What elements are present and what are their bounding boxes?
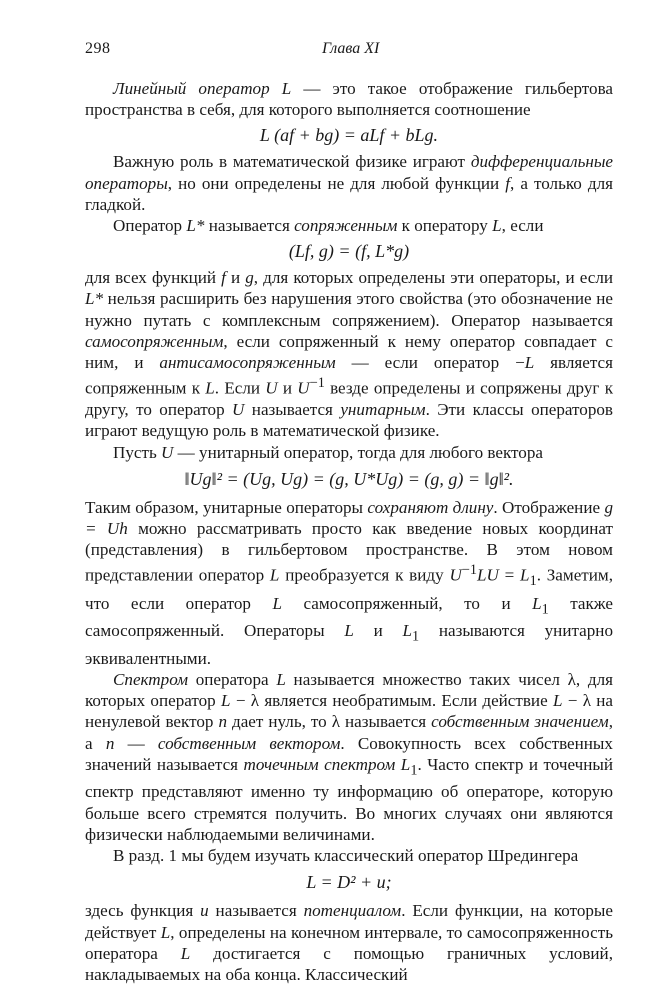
- term-differential-operators: дифференциальные операторы: [85, 152, 613, 193]
- math-expression: g = Uh: [85, 497, 613, 538]
- running-head: Глава XI: [322, 40, 380, 57]
- formula-linearity: L (af + bg) = aLf + bLg.: [259, 125, 439, 146]
- text-run: к оператору: [397, 216, 493, 236]
- math-symbol: f: [221, 268, 226, 288]
- term-potential: потенциалом: [303, 901, 402, 921]
- text-run: называются унитарно эквивалентными.: [85, 621, 613, 668]
- text-run: − λ на ненулевой вектор: [85, 691, 614, 732]
- text-run: дает нуль, то λ называется: [227, 712, 432, 732]
- math-subscript: 1: [529, 573, 537, 590]
- text-run: и: [225, 268, 246, 288]
- text-run: называется: [204, 216, 295, 236]
- text-run: . Если: [214, 378, 266, 398]
- text-run: оператора: [188, 670, 277, 690]
- math-superscript: −1: [309, 375, 325, 392]
- text-run: . Если функции, на которые действует: [85, 901, 613, 942]
- text-run: Пусть: [113, 442, 162, 462]
- math-symbol: L: [180, 943, 191, 963]
- text-run: , определены на конечном интервале, то самосопряженность оператора: [85, 922, 613, 963]
- formula-adjoint: (Lf, g) = (f, L*g): [288, 241, 410, 262]
- math-symbol: L: [281, 79, 292, 98]
- text-run: Оператор: [113, 216, 187, 236]
- math-symbol: n: [218, 712, 227, 732]
- text-run: называется: [208, 901, 304, 921]
- paragraph-linear-operator: [85, 78, 613, 120]
- math-symbol: L: [402, 621, 412, 641]
- math-symbol: U: [297, 378, 310, 398]
- page-header: [0, 38, 671, 62]
- text-run: и: [353, 621, 403, 641]
- paragraph-adjoint: [85, 215, 613, 236]
- term-spectrum: Спектром: [113, 670, 189, 690]
- text-run: везде определены и сопряжены друг к другу, то оператор: [85, 378, 613, 420]
- math-subscript: 1: [410, 762, 418, 779]
- text-run: здесь функция: [85, 901, 201, 921]
- math-symbol: u: [200, 901, 209, 921]
- paragraph-spectrum: [85, 669, 613, 845]
- text-run: для всех функций: [85, 268, 222, 288]
- math-symbol: f: [505, 173, 511, 193]
- text-run: — унитарный оператор, тогда для любого вектора: [173, 442, 543, 462]
- math-symbol: L: [272, 593, 282, 613]
- math-symbol: L: [492, 216, 502, 236]
- math-symbol: L: [400, 754, 411, 774]
- text-run: [270, 79, 282, 98]
- math-symbol: U: [449, 566, 462, 586]
- math-subscript: 1: [411, 628, 420, 645]
- math-symbol: L: [205, 378, 215, 398]
- text-run: . Отображение: [493, 497, 605, 517]
- math-symbol: L: [221, 691, 231, 711]
- math-symbol: L*: [85, 289, 104, 309]
- math-symbol: g: [245, 268, 254, 288]
- term-self-adjoint: самосопряженным: [85, 331, 224, 351]
- text-run: —: [114, 733, 158, 753]
- text-run: можно рассматривать просто как введение новых координат (представления) в гильбертовом пространстве. В этом новом представлении оператор: [85, 518, 614, 586]
- term-adjoint: сопряженным: [294, 216, 398, 236]
- term-linear-operator: Линейный оператор: [113, 79, 270, 98]
- term-eigenvector: собственным вектором: [157, 733, 341, 753]
- math-symbol: L: [524, 353, 535, 373]
- paragraph-differential-operators: [85, 151, 613, 215]
- text-run: самосопряженный, то и: [281, 593, 533, 613]
- math-symbol: L: [552, 691, 563, 711]
- formula-norm-preservation: ‖Ug‖² = (Ug, Ug) = (g, U*Ug) = (g, g) = ‖g‖².: [184, 468, 514, 489]
- term-eigenvalue: собственным значением: [431, 712, 609, 732]
- body-text: [85, 78, 613, 985]
- text-run: . Эти классы операторов играют ведущую роль в математической физике.: [85, 400, 614, 441]
- math-symbol: LU: [476, 566, 499, 586]
- text-run: также самосопряженный. Операторы: [85, 593, 613, 641]
- text-run: Таким образом, унитарные операторы: [85, 497, 368, 517]
- text-run: называется множество таких чисел λ, для которых оператор: [85, 670, 613, 711]
- text-run: , если сопряженный к нему оператор совпадает с ним, и: [85, 331, 613, 373]
- formula-schrodinger-operator: L = D² + u;: [306, 872, 392, 893]
- term-unitary: унитарным: [340, 400, 426, 420]
- text-run: . Совокупность всех собственных значений называется: [85, 733, 613, 774]
- text-run: преобразуется к виду: [279, 566, 450, 586]
- math-symbol: L*: [186, 216, 205, 236]
- math-symbol: n: [105, 733, 115, 753]
- text-run: , но они определены не для любой функции: [167, 173, 506, 193]
- math-symbol: U: [161, 442, 174, 462]
- text-run: достигается с помощью граничных условий, накладываемых на оба конца. Классический: [85, 943, 613, 984]
- text-run: , если: [501, 216, 544, 236]
- paragraph-self-adjoint: [85, 267, 613, 441]
- text-run: — если оператор −: [335, 353, 525, 373]
- text-run: , а: [85, 712, 613, 753]
- text-run: и: [277, 378, 298, 398]
- text-run: В разд. 1 мы будем изучать классический оператор Шредингера: [113, 846, 579, 866]
- term-point-spectrum: точечным спектром: [243, 754, 396, 774]
- text-run: — это такое отображение гильбертова пространства в себя, для которого выполняется соотношение: [85, 79, 614, 120]
- text-run: , а только для гладкой.: [85, 173, 613, 214]
- page-number: 298: [85, 40, 111, 57]
- paragraph-schrodinger-intro: [85, 845, 613, 866]
- paragraph-unitary-equivalence: [85, 497, 613, 669]
- text-run: . Заметим, что если оператор: [85, 566, 614, 613]
- text-run: является сопряженным к: [85, 353, 613, 398]
- math-symbol: L: [160, 922, 171, 942]
- math-superscript: −1: [461, 562, 477, 579]
- math-subscript: 1: [541, 601, 549, 618]
- text-run: . Часто спектр и точечный спектр представляют именно ту информацию об операторе, которую больше всего стремятся получить. Во многих случаях они являются физически наблюдаемыми величинами.: [85, 754, 613, 844]
- paragraph-potential: [85, 900, 613, 985]
- math-symbol: L: [276, 670, 286, 690]
- text-run: − λ является необратимым. Если действие: [230, 691, 553, 711]
- text-run: Важную роль в математической физике играют: [113, 152, 471, 172]
- math-symbol: L: [269, 566, 280, 586]
- paragraph-unitary-operator: [85, 442, 613, 463]
- text-run: называется: [244, 400, 341, 420]
- math-symbol: L: [532, 593, 542, 613]
- term-anti-self-adjoint: антисамосопряженным: [159, 353, 336, 373]
- text-run: , для которых определены эти операторы, и если: [253, 268, 613, 288]
- text-run: нельзя расширить без нарушения этого свойства (это обозначение не нужно путать с комплексным сопряжением). Оператор называется: [85, 289, 613, 330]
- math-symbol: L: [344, 621, 354, 641]
- math-symbol: U: [232, 400, 245, 420]
- math-symbol: U: [265, 378, 278, 398]
- math-symbol: L: [520, 566, 530, 586]
- text-run: =: [498, 566, 521, 586]
- term-preserve-length: сохраняют длину: [367, 497, 494, 517]
